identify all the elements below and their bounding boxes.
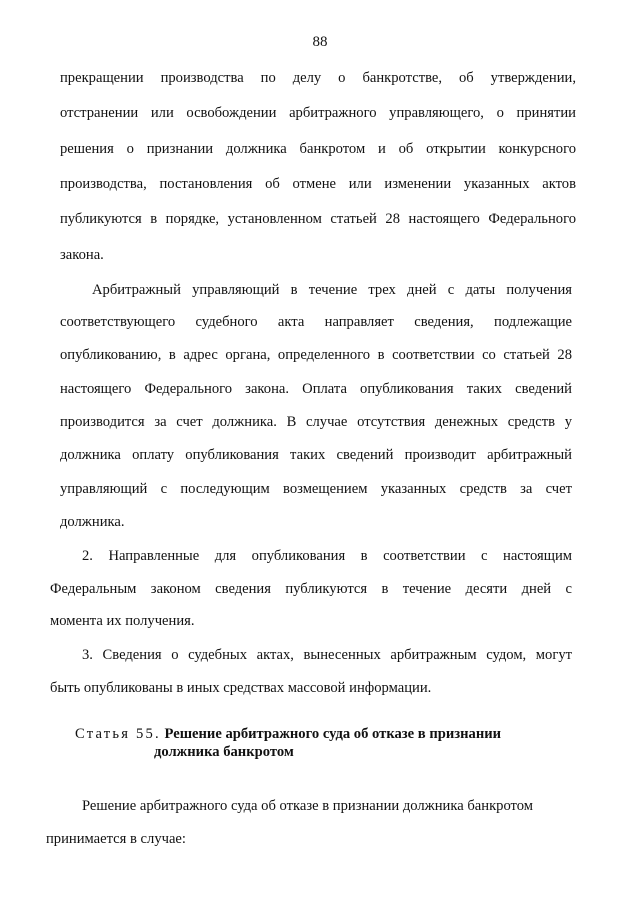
paragraph-2-line-5: производится за счет должника. В случае отсутствия денежных средств у: [60, 414, 572, 430]
article-heading: [75, 725, 501, 743]
paragraph-2-line-6: должника оплату опубликования таких сведений производит арбитражный: [60, 447, 572, 463]
paragraph-2-line-4: настоящего Федерального закона. Оплата опубликования таких сведений: [60, 381, 572, 397]
article-title: Решение арбитражного суда об отказе в признании: [164, 726, 502, 742]
paragraph-1-line-3: решения о признании должника банкротом и об открытии конкурсного: [60, 141, 576, 157]
paragraph-1-line-1: прекращении производства по делу о банкротстве, об утверждении,: [60, 70, 576, 86]
paragraph-3-line-1: 2. Направленные для опубликования в соответствии с настоящим: [82, 548, 572, 564]
paragraph-4-line-1: 3. Сведения о судебных актах, вынесенных арбитражным судом, могут: [82, 647, 572, 663]
article-number: Статья 55.: [75, 726, 161, 742]
paragraph-3-line-3: момента их получения.: [50, 613, 195, 629]
paragraph-1-line-5: публикуются в порядке, установленном статьей 28 настоящего Федерального: [60, 211, 576, 227]
paragraph-2-line-2: соответствующего судебного акта направляет сведения, подлежащие: [60, 314, 572, 330]
article-title-continuation: должника банкротом: [154, 744, 294, 760]
final-paragraph-line-1: Решение арбитражного суда об отказе в признании должника банкротом: [82, 798, 534, 814]
paragraph-2-line-1: Арбитражный управляющий в течение трех дней с даты получения: [92, 282, 572, 298]
paragraph-1-line-2: отстранении или освобождении арбитражного управляющего, о принятии: [60, 105, 576, 121]
paragraph-1-line-6: закона.: [60, 247, 104, 263]
paragraph-3-line-2: Федеральным законом сведения публикуются в течение десяти дней с: [50, 581, 572, 597]
paragraph-4-line-2: быть опубликованы в иных средствах массовой информации.: [50, 680, 432, 696]
paragraph-2-line-7: управляющий с последующим возмещением указанных средств за счет: [60, 481, 572, 497]
paragraph-2-line-8: должника.: [60, 514, 125, 530]
page-number: 88: [312, 34, 328, 50]
paragraph-1-line-4: производства, постановления об отмене или изменении указанных актов: [60, 176, 576, 192]
final-paragraph-line-2: принимается в случае:: [46, 831, 186, 847]
paragraph-2-line-3: опубликованию, в адрес органа, определенного в соответствии со статьей 28: [60, 347, 572, 363]
